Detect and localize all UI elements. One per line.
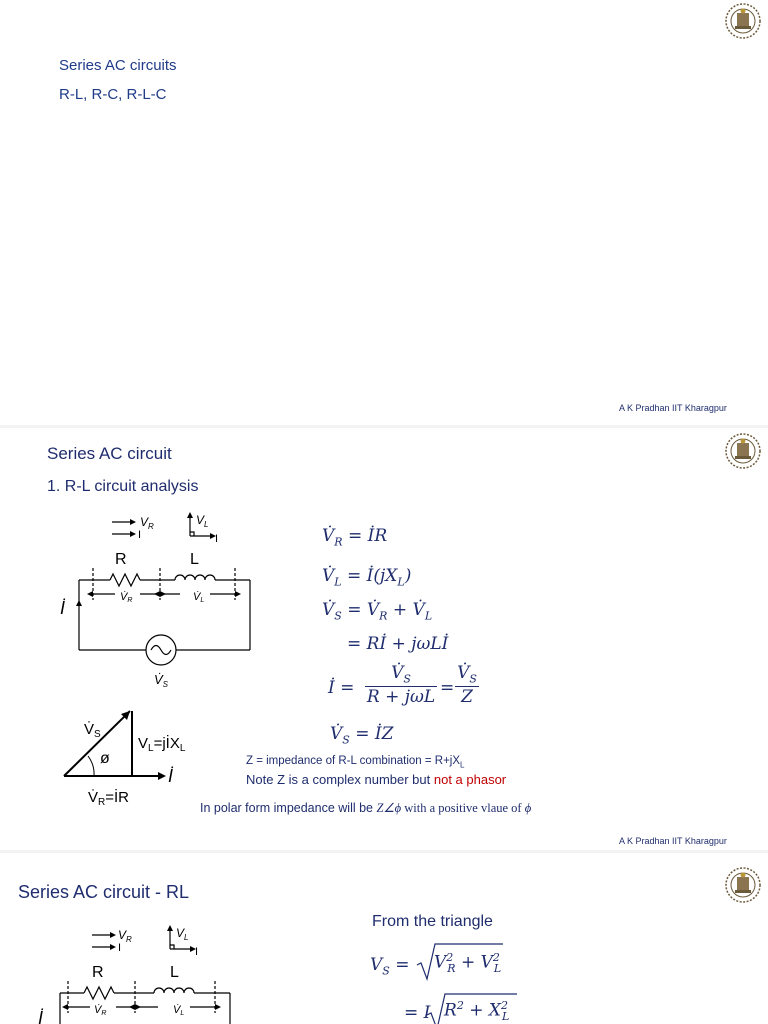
eq-vs-iz: $V̇_S$ = İZ	[330, 724, 394, 747]
eq-impedance-radicand: $R^2 + X^2_L$	[444, 999, 510, 1024]
slide-3	[0, 853, 768, 1024]
vr-arrow-label: $V_R$	[118, 928, 132, 944]
inductor-label: L	[190, 551, 199, 568]
vr-arrow-label: $V_R$	[140, 515, 154, 531]
note-phasor: Note Z is a complex number but not a phasor	[246, 772, 507, 787]
eq-vl: $V̇_L$ = $İ(jX_L)$	[322, 566, 412, 589]
rl-circuit-diagram	[50, 510, 270, 690]
polar-note: In polar form impedance will be Z∠ϕ with a positive vlaue of ϕ	[200, 801, 532, 815]
from-triangle-text: From the triangle	[372, 913, 493, 930]
slide-title: Series AC circuits	[59, 57, 177, 74]
eq-vs: $V̇_S$ = $V̇_R$ + $V̇_L$	[322, 600, 433, 623]
footer-credit: A K Pradhan IIT Kharagpur	[619, 403, 727, 413]
vr-drop-label: V̇R	[94, 1004, 107, 1017]
tri-vl-label: $V_L=jİX_L$	[138, 735, 186, 754]
slide-2	[0, 428, 768, 850]
vl-drop-label: V̇L	[193, 591, 205, 604]
section-heading: 1. R-L circuit analysis	[47, 478, 199, 495]
rl-circuit-diagram	[30, 923, 250, 1024]
source-label: $V̇_S$	[154, 672, 169, 689]
iit-logo-icon	[724, 2, 762, 40]
vr-drop-label: V̇R	[120, 591, 133, 604]
slide-subtitle: R-L, R-C, R-L-C	[59, 86, 167, 103]
i-arrow-label-2: I	[215, 533, 219, 545]
i-arrow-label: I	[138, 529, 142, 541]
vl-drop-label: V̇L	[173, 1004, 185, 1017]
tri-i-label: İ	[168, 766, 174, 786]
eq-i-lhs: İ =	[328, 678, 355, 698]
resistor-label: R	[92, 964, 104, 981]
vl-arrow-label: $V_L$	[196, 513, 209, 529]
tri-vr-label: $V̇_R=İR$	[88, 789, 130, 806]
tri-vs-label: $V̇_S$	[84, 721, 101, 740]
eq-vs-mag: $V_S$ =	[370, 955, 410, 978]
phi-label: ø	[100, 750, 110, 767]
slide-1	[0, 0, 768, 425]
current-label: İ	[60, 598, 66, 618]
resistor-label: R	[115, 551, 127, 568]
slide-title: Series AC circuit - RL	[18, 882, 190, 902]
vl-arrow-label: $V_L$	[176, 926, 189, 942]
i-arrow-label-2: I	[195, 946, 199, 958]
iit-logo-icon	[724, 432, 762, 470]
current-label: İ	[38, 1008, 44, 1024]
eq-i-mag: = I	[404, 1003, 431, 1023]
slide-title: Series AC circuit	[47, 444, 172, 463]
eq-equals: =	[440, 678, 455, 698]
eq-vs-expanded: = Rİ + jωLİ	[347, 634, 449, 654]
fraction-2: $V̇_S$ Z	[455, 663, 479, 707]
inductor-label: L	[170, 964, 179, 981]
i-arrow-label: I	[118, 942, 122, 954]
footer-credit: A K Pradhan IIT Kharagpur	[619, 836, 727, 846]
fraction-1: $V̇_S$ R + jωL	[366, 663, 436, 708]
z-definition: Z = impedance of R-L combination = $R+jX_L$	[246, 755, 465, 770]
iit-logo-icon	[724, 866, 762, 904]
phasor-triangle	[58, 706, 228, 806]
eq-vs-radicand: $V^2_R + V^2_L$	[434, 951, 502, 976]
eq-vr: $V̇_R$ = İR	[322, 526, 388, 549]
